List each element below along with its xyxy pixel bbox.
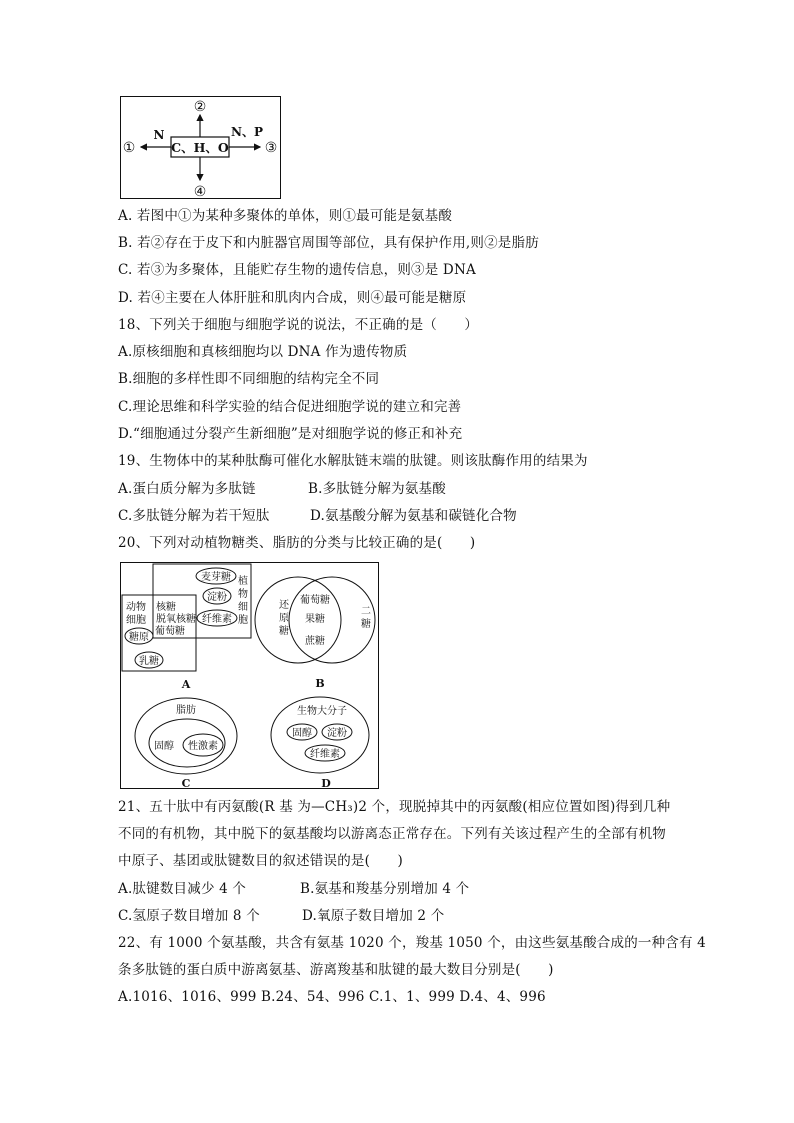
d-cellulose: 纤维素 [310, 749, 340, 760]
num-1: ① [122, 140, 136, 156]
a-label: A [181, 678, 191, 691]
q17-option-c: C. 若③为多聚体，且能贮存生物的遗传信息，则③是 DNA [118, 262, 476, 278]
b-label: B [315, 677, 325, 690]
q21-line-1: 21、五十肽中有丙氨酸(R 基 为—CH₃)2 个，现脱掉其中的丙氨酸(相应位置如图)得到几种 [118, 799, 671, 815]
q18-option-b: B.细胞的多样性即不同细胞的结构完全不同 [118, 371, 380, 387]
c-label: C [181, 777, 191, 790]
q22-options: A.1016、1016、999 B.24、54、996 C.1、1、999 D.4、4、996 [118, 989, 546, 1005]
d-macromolecule: 生物大分子 [297, 706, 347, 717]
a-shared-1: 核糖 [156, 602, 176, 613]
a-plant-2: 物 [238, 589, 248, 600]
q22-line-2: 条多肽链的蛋白质中游离氨基、游离羧基和肽键的最大数目分别是( ) [118, 962, 554, 978]
a-starch: 淀粉 [207, 592, 227, 603]
q19-stem: 19、生物体中的某种肽酶可催化水解肽链末端的肽键。则该肽酶作用的结果为 [118, 453, 588, 469]
q21-option-b: B.氨基和羧基分别增加 4 个 [300, 881, 470, 897]
q18-option-c: C.理论思维和科学实验的结合促进细胞学说的建立和完善 [118, 399, 462, 415]
label-np: N、P [231, 125, 263, 139]
q18-stem: 18、下列关于细胞与细胞学说的说法，不正确的是（ ） [118, 317, 479, 333]
a-glycogen: 糖原 [129, 632, 149, 643]
a-plant-4: 胞 [238, 615, 248, 626]
panel-c [135, 698, 237, 790]
a-maltose: 麦芽糖 [201, 572, 231, 583]
q21-option-d: D.氧原子数目增加 2 个 [302, 908, 445, 924]
q19-option-d: D.氨基酸分解为氨基和碳链化合物 [310, 508, 517, 524]
q19-option-a: A.蛋白质分解为多肽链 [118, 481, 256, 497]
q18-option-d: D.“细胞通过分裂产生新细胞”是对细胞学说的修正和补充 [118, 426, 463, 442]
a-plant-1: 植 [238, 576, 248, 587]
b-fructose: 果糖 [305, 614, 325, 625]
d-sterol: 固醇 [292, 728, 312, 739]
q21-option-c: C.氢原子数目增加 8 个 [118, 908, 260, 924]
q17-option-d: D. 若④主要在人体肝脏和肌肉内合成，则④最可能是糖原 [118, 290, 467, 306]
b-disacch-1: 二 [361, 606, 371, 617]
q20-stem: 20、下列对动植物糖类、脂肪的分类与比较正确的是( ) [118, 535, 476, 551]
a-cellulose: 纤维素 [202, 614, 232, 625]
a-animal-1: 动物 [126, 602, 146, 613]
b-sucrose: 蔗糖 [305, 636, 325, 647]
b-disacch-2: 糖 [361, 619, 371, 630]
a-lactose: 乳糖 [139, 656, 159, 667]
a-shared-2: 脱氧核糖 [156, 614, 196, 625]
panel-a [122, 564, 251, 691]
c-sex-hormone: 性激素 [188, 741, 218, 752]
num-4: ④ [193, 184, 207, 200]
q21-option-a: A.肽键数目减少 4 个 [118, 881, 247, 897]
panel-d [271, 697, 369, 790]
panel-b [255, 577, 375, 690]
num-2: ② [193, 99, 207, 115]
a-animal-2: 细胞 [126, 615, 146, 626]
q17-option-b: B. 若②存在于皮下和内脏器官周围等部位，具有保护作用,则②是脂肪 [118, 235, 539, 251]
element-diagram [120, 96, 282, 200]
c-sterol: 固醇 [154, 741, 174, 752]
b-reducing-1: 还 [279, 600, 289, 611]
d-label: D [321, 777, 331, 790]
label-n: N [153, 128, 165, 142]
q19-option-c: C.多肽链分解为若干短肽 [118, 508, 270, 524]
q17-option-a: A. 若图中①为某种多聚体的单体，则①最可能是氨基酸 [118, 208, 453, 224]
a-shared-3: 葡萄糖 [155, 626, 185, 637]
classification-figure [120, 562, 380, 790]
d-starch: 淀粉 [327, 728, 347, 739]
b-reducing-2: 原 [279, 613, 289, 624]
b-reducing-3: 糖 [279, 626, 289, 637]
element-center: C、H、O [171, 140, 229, 155]
q21-line-2: 不同的有机物，其中脱下的氨基酸均以游离态正常存在。下列有关该过程产生的全部有机物 [118, 826, 666, 842]
q22-line-1: 22、有 1000 个氨基酸，共含有氨基 1020 个，羧基 1050 个，由这些氨基酸合成的一种含有 4 [118, 935, 706, 951]
q19-option-b: B.多肽链分解为氨基酸 [308, 481, 446, 497]
q18-option-a: A.原核细胞和真核细胞均以 DNA 作为遗传物质 [118, 344, 408, 360]
b-glucose: 葡萄糖 [300, 595, 330, 606]
num-3: ③ [264, 140, 278, 156]
q21-line-3: 中原子、基团或肽键数目的叙述错误的是( ) [118, 853, 403, 869]
c-fat: 脂肪 [176, 705, 196, 716]
a-plant-3: 细 [238, 602, 248, 613]
